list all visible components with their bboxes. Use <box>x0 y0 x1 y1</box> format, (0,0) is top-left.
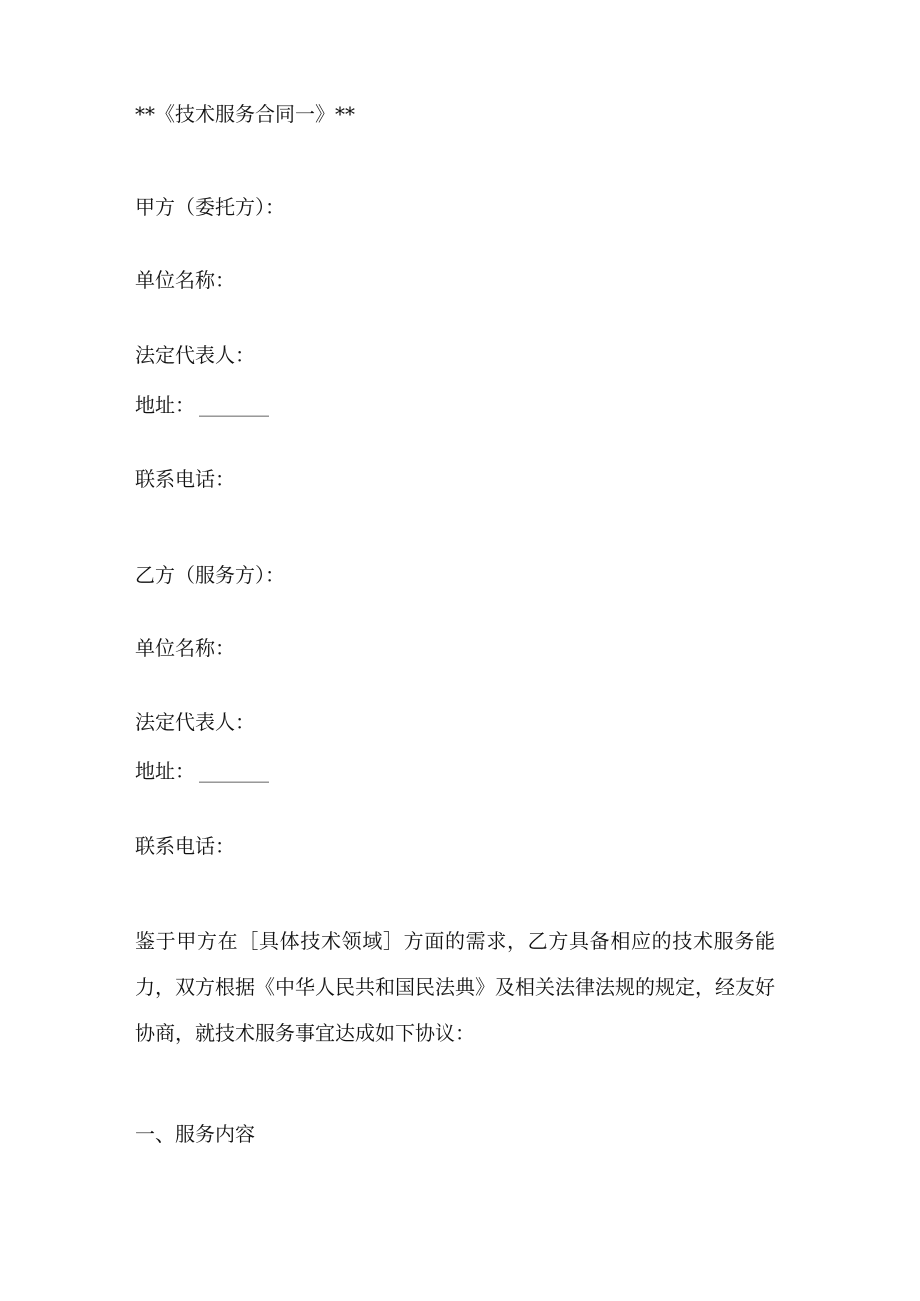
party-a-unit-name-label: 单位名称： <box>135 268 235 292</box>
party-a-phone-label: 联系电话： <box>135 467 235 491</box>
document-title: **《技术服务合同一》** <box>135 102 355 126</box>
party-a-legal-rep-label: 法定代表人： <box>135 343 255 367</box>
party-b-phone-label: 联系电话： <box>135 834 235 858</box>
party-b-legal-rep-label: 法定代表人： <box>135 710 255 734</box>
preamble-paragraph: 鉴于甲方在［具体技术领域］方面的需求，乙方具备相应的技术服务能力，双方根据《中华人民共和国民法典》及相关法律法规的规定，经友好协商，就技术服务事宜达成如下协议： <box>135 929 775 1045</box>
party-a-heading: 甲方（委托方）： <box>135 195 285 219</box>
party-b-address-label: 地址： <box>135 759 195 783</box>
party-b-unit-name-label: 单位名称： <box>135 636 235 660</box>
party-b-address-blank: _______ <box>199 759 269 783</box>
party-b-heading: 乙方（服务方）： <box>135 563 285 587</box>
party-b-address-line <box>135 757 269 785</box>
section-1-title: 一、服务内容 <box>135 1122 255 1146</box>
party-a-address-blank: _______ <box>199 393 269 417</box>
party-a-address-label: 地址： <box>135 393 195 417</box>
party-a-address-line <box>135 391 269 419</box>
